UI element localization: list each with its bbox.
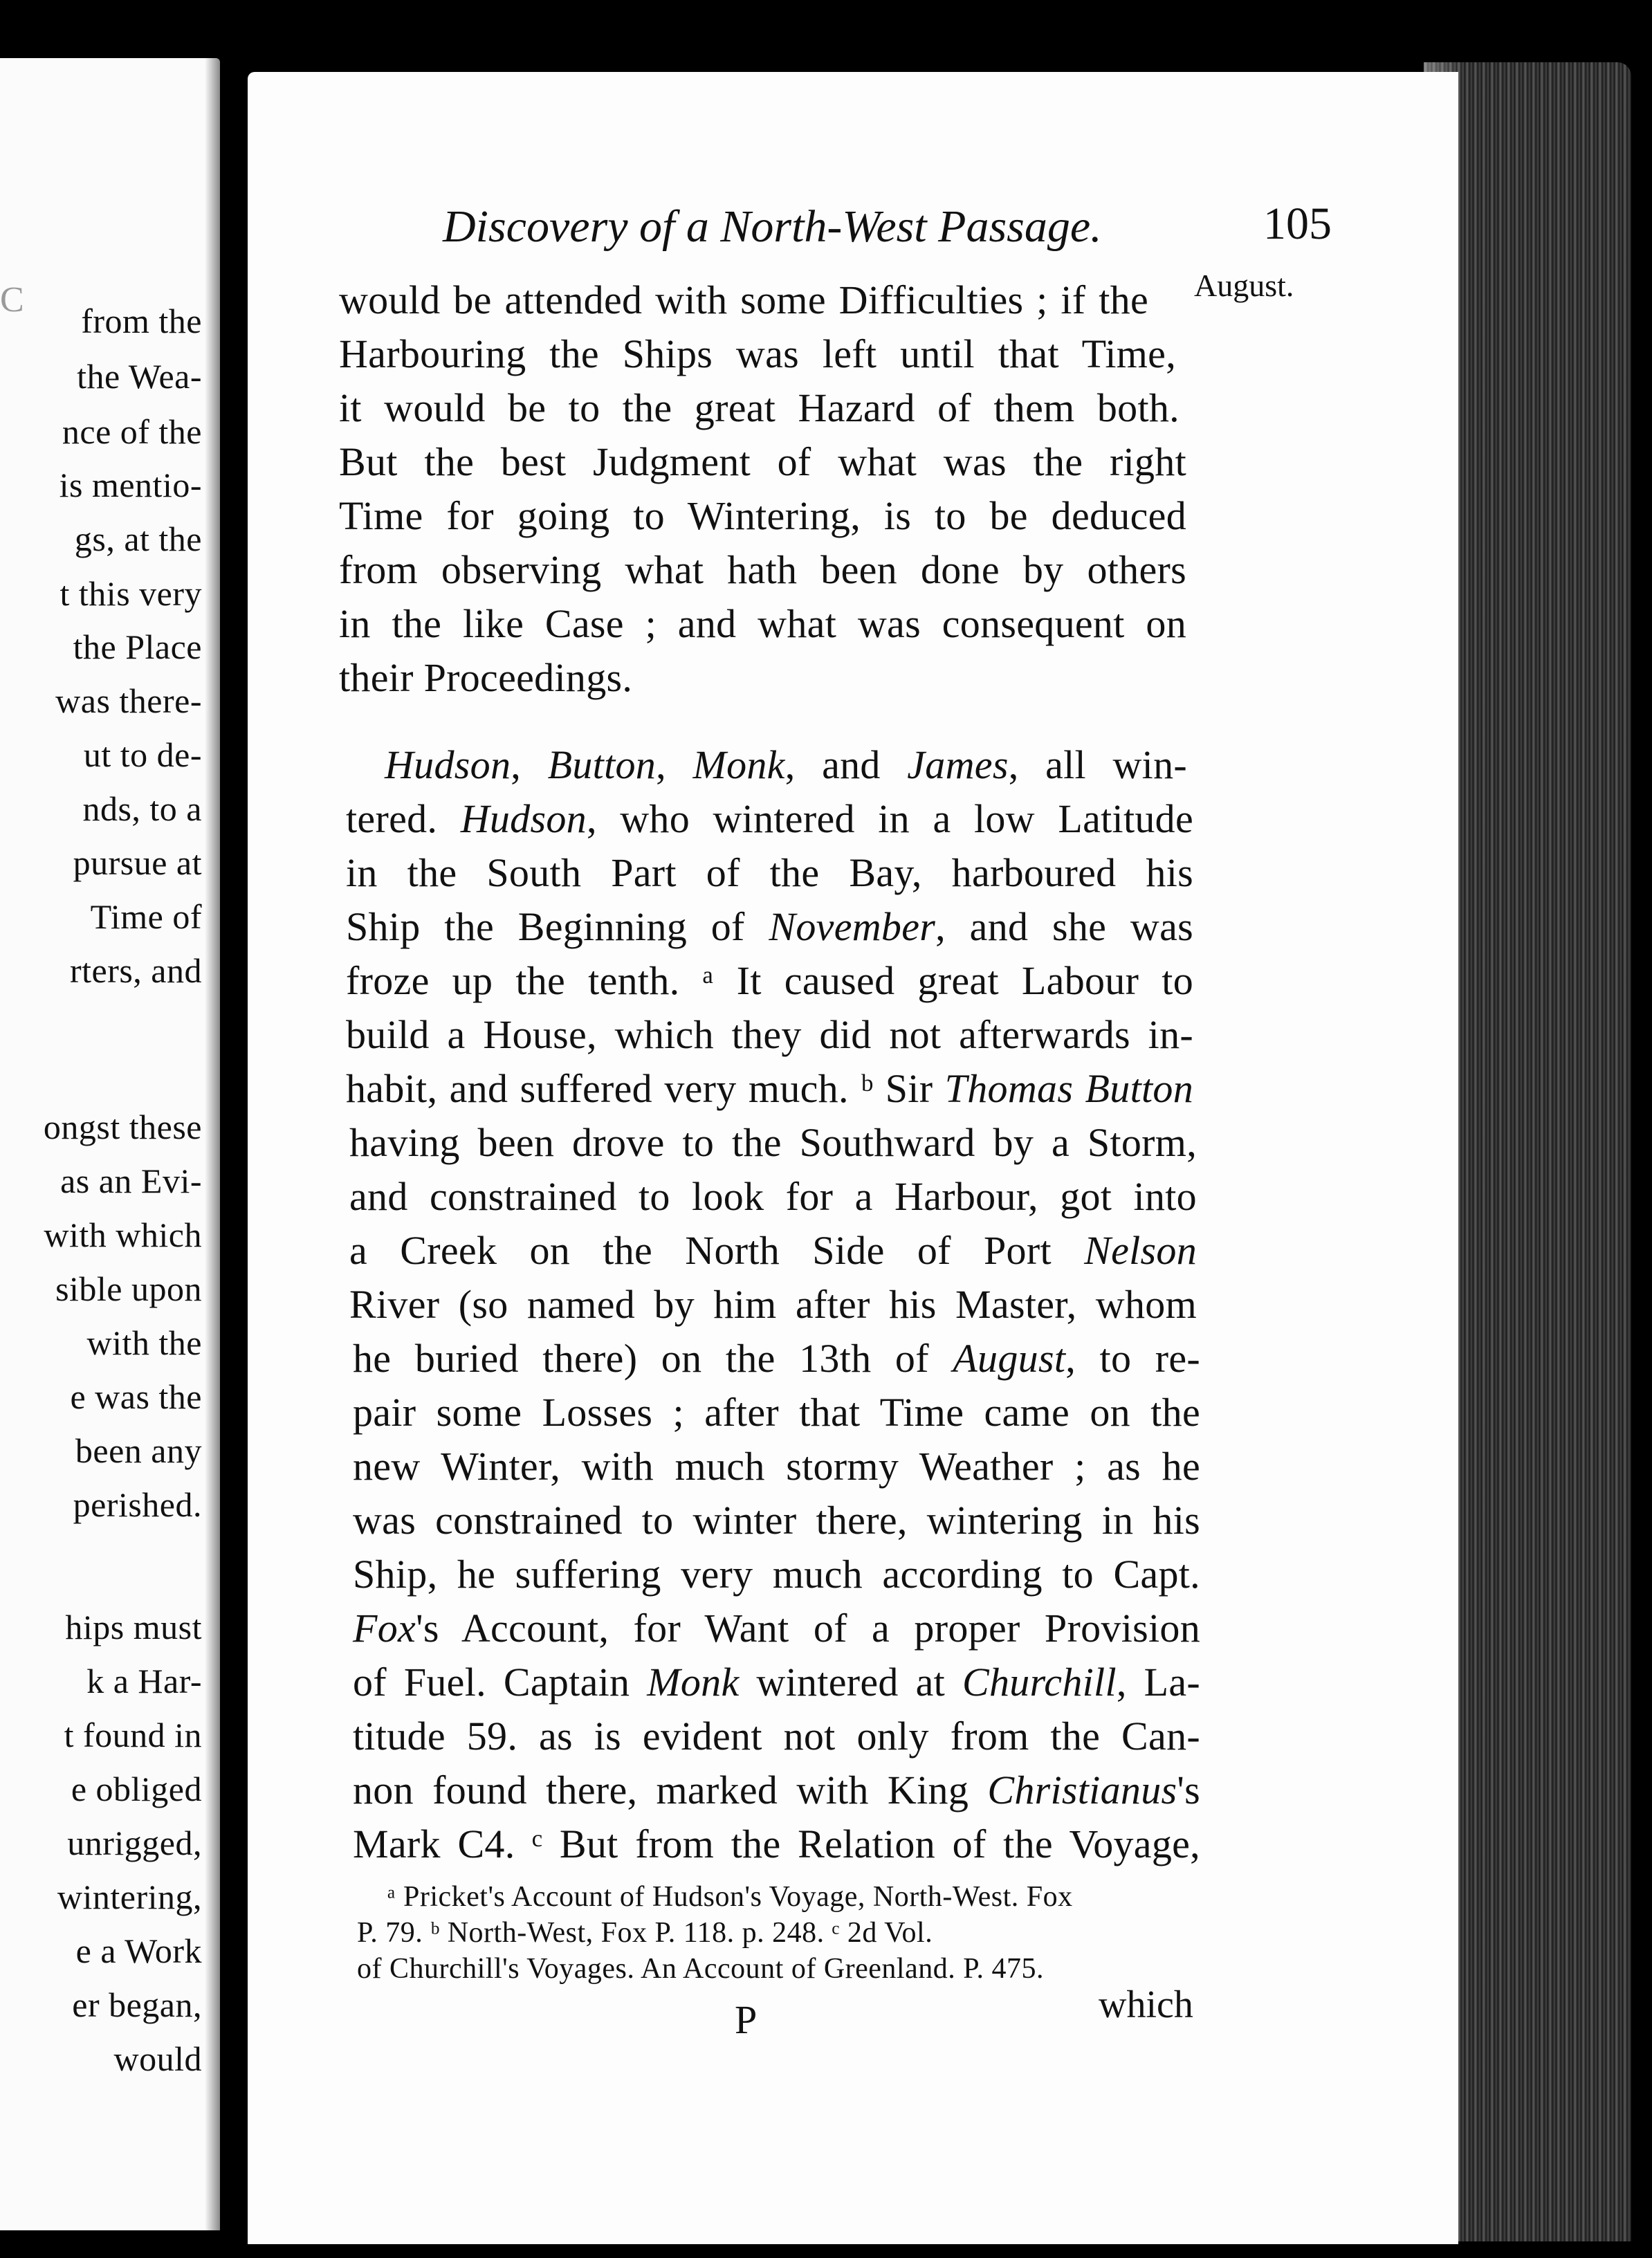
- text-run: , who wintered in a low Latitude: [586, 796, 1193, 841]
- italic-run: Greenland: [823, 1953, 948, 1985]
- body-line: [353, 1389, 1200, 1435]
- italic-run: Churchill: [389, 1953, 503, 1985]
- left-page-line: as an Evi-: [60, 1162, 202, 1200]
- text-run: Time for going to Wintering, is to be deduced: [339, 493, 1186, 538]
- text-run: pair some Losses ; after that Time came on the: [353, 1390, 1200, 1435]
- body-line: [346, 1011, 1193, 1058]
- body-line: [353, 1443, 1200, 1489]
- text-run: , to re-: [1065, 1336, 1201, 1381]
- text-run: P. 118. p. 248. ᶜ 2d Vol.: [647, 1917, 933, 1949]
- left-page-line: t this very: [59, 574, 202, 613]
- body-line: [346, 850, 1193, 896]
- italic-run: Christianus: [987, 1768, 1177, 1812]
- text-run: build a House, which they did not afterwards in-: [346, 1012, 1193, 1057]
- left-page-line: the Place: [73, 627, 202, 666]
- italic-run: August: [953, 1336, 1066, 1381]
- left-page-line: pursue at: [73, 843, 202, 882]
- footnote-line: [357, 1916, 933, 1949]
- body-line: [353, 1767, 1200, 1813]
- text-run: 's Voyage, North-West.: [744, 1881, 1027, 1913]
- left-page-line: is mentio-: [59, 466, 202, 504]
- text-run: ᵃ: [387, 1881, 403, 1913]
- left-page-line: perished.: [73, 1485, 202, 1524]
- left-page-line: hips must: [65, 1608, 202, 1646]
- left-page-line: e obliged: [71, 1770, 202, 1808]
- left-page-line: e was the: [70, 1377, 202, 1416]
- text-run: Harbouring the Ships was left until that Time,: [339, 331, 1176, 376]
- left-page-line: ongst these: [43, 1108, 202, 1146]
- italic-run: Fox: [1026, 1881, 1073, 1913]
- text-run: it would be to the great Hazard of them both.: [339, 385, 1180, 430]
- left-page-marker: C: [0, 280, 24, 320]
- footnote-line: [387, 1880, 1073, 1913]
- text-run: ,: [656, 742, 693, 787]
- text-run: , La-: [1116, 1660, 1200, 1705]
- text-run: P. 79. ᵇ North-West,: [357, 1917, 601, 1949]
- left-page-line: rters, and: [69, 951, 202, 990]
- catchword: which: [1099, 1983, 1193, 2026]
- text-run: froze up the tenth. ᵃ It caused great Labour to: [346, 958, 1193, 1003]
- text-run: Ship, he suffering very much according to Capt.: [353, 1552, 1200, 1597]
- body-line: [353, 1821, 1200, 1867]
- body-line: [346, 957, 1193, 1004]
- text-run: of: [357, 1953, 389, 1985]
- left-page-line: with the: [86, 1323, 202, 1362]
- previous-page-fragment: [0, 58, 220, 2230]
- running-title: Discovery of a North-West Passage.: [443, 201, 1102, 252]
- italic-run: Thomas Button: [944, 1066, 1193, 1111]
- left-page-line: wintering,: [57, 1878, 202, 1916]
- left-page-line: k a Har-: [86, 1662, 202, 1700]
- left-page-line: Time of: [90, 897, 202, 936]
- left-page-line: ut to de-: [83, 735, 202, 774]
- italic-run: Hudson: [460, 796, 587, 841]
- text-run: Ship the Beginning of: [346, 904, 769, 949]
- body-line: [353, 1497, 1200, 1543]
- left-page-line: would: [113, 2039, 202, 2078]
- body-line: [339, 385, 1180, 431]
- body-line: [346, 903, 1193, 950]
- body-line: [339, 547, 1186, 593]
- text-run: 's Account of: [488, 1881, 652, 1913]
- text-run: a Creek on the North Side of Port: [349, 1228, 1085, 1273]
- left-page-line: t found in: [64, 1716, 202, 1754]
- text-run: tered.: [346, 796, 461, 841]
- text-run: . P. 475.: [948, 1953, 1044, 1985]
- text-run: of Fuel. Captain: [353, 1660, 648, 1705]
- italic-run: Fox: [600, 1917, 648, 1949]
- text-run: wintered at: [739, 1660, 962, 1705]
- text-run: , and: [784, 742, 908, 787]
- text-run: habit, and suffered very much. ᵇ Sir: [346, 1066, 945, 1111]
- text-run: non found there, marked with King: [353, 1768, 988, 1812]
- italic-run: November: [769, 904, 936, 949]
- left-page-line: nce of the: [62, 412, 202, 451]
- italic-run: Monk: [692, 742, 785, 787]
- text-run: in the South Part of the Bay, harboured his: [346, 850, 1193, 895]
- italic-run: Churchill: [962, 1660, 1117, 1705]
- left-page-line: sible upon: [55, 1269, 202, 1308]
- body-line: [339, 654, 632, 701]
- text-run: 's: [1177, 1768, 1200, 1812]
- signature-mark: P: [735, 1997, 758, 2042]
- italic-run: Fox: [353, 1606, 416, 1651]
- italic-run: Button: [547, 742, 657, 787]
- left-page-line: the Wea-: [77, 357, 202, 396]
- left-page-line: e a Work: [75, 1931, 202, 1970]
- left-page-line: er began,: [72, 1985, 202, 2024]
- text-run: 's Account, for Want of a proper Provision: [416, 1606, 1200, 1651]
- left-page-line: with which: [44, 1215, 202, 1254]
- body-line: [339, 331, 1176, 377]
- italic-run: Monk: [647, 1660, 740, 1705]
- left-page-line: been any: [75, 1431, 202, 1470]
- italic-run: Nelson: [1084, 1228, 1197, 1273]
- body-line: [353, 1659, 1200, 1705]
- left-page-line: from the: [81, 302, 202, 340]
- body-line: [353, 1551, 1200, 1597]
- footnote-line: [357, 1952, 1044, 1985]
- body-line: [349, 1227, 1197, 1274]
- page-number: 105: [1263, 199, 1332, 249]
- left-page-line: unrigged,: [67, 1824, 202, 1862]
- left-page-line: was there-: [55, 681, 202, 720]
- body-line: [353, 1713, 1200, 1759]
- text-run: , all win-: [1008, 742, 1187, 787]
- text-run: River (so named by him after his Master, whom: [349, 1282, 1197, 1327]
- text-run: new Winter, with much stormy Weather ; as he: [353, 1444, 1200, 1489]
- text-run: Mark C4. ᶜ But from the Relation of the Voyage,: [353, 1821, 1200, 1866]
- text-run: their Proceedings.: [339, 655, 633, 700]
- body-line: [346, 796, 1193, 842]
- text-run: and constrained to look for a Harbour, got into: [349, 1174, 1197, 1219]
- text-run: he buried there) on the 13th of: [353, 1336, 953, 1381]
- italic-run: Hudson: [385, 742, 511, 787]
- body-line: [353, 1605, 1200, 1651]
- text-run: , and she was: [935, 904, 1193, 949]
- left-page-line: nds, to a: [82, 789, 202, 828]
- text-run: ,: [511, 742, 548, 787]
- body-line: [339, 493, 1186, 539]
- body-line: [349, 1119, 1197, 1166]
- margin-note: August.: [1194, 268, 1294, 303]
- body-line: [349, 1281, 1197, 1328]
- text-run: titude 59. as is evident not only from the Can-: [353, 1714, 1200, 1759]
- gutter-shadow: [205, 58, 220, 2230]
- left-page-line: gs, at the: [74, 520, 202, 558]
- body-line: [349, 1173, 1197, 1220]
- text-run: having been drove to the Southward by a Storm,: [349, 1120, 1197, 1165]
- text-run: 's Voyages. An Account of: [502, 1953, 824, 1985]
- text-run: in the like Case ; and what was consequent on: [339, 601, 1186, 646]
- body-line: [353, 1335, 1200, 1382]
- text-run: from observing what hath been done by others: [339, 547, 1186, 592]
- italic-run: Hudson: [652, 1881, 745, 1913]
- text-run: was constrained to winter there, wintering in his: [353, 1498, 1200, 1543]
- text-run: would be attended with some Difficulties ; if the: [339, 277, 1148, 322]
- body-line: [346, 1065, 1193, 1112]
- italic-run: Pricket: [403, 1881, 488, 1913]
- body-line: [385, 742, 1187, 788]
- body-line: [339, 600, 1186, 647]
- text-run: But the best Judgment of what was the right: [339, 439, 1186, 484]
- body-line: [339, 439, 1186, 485]
- italic-run: James: [907, 742, 1009, 787]
- body-line: [339, 277, 1148, 323]
